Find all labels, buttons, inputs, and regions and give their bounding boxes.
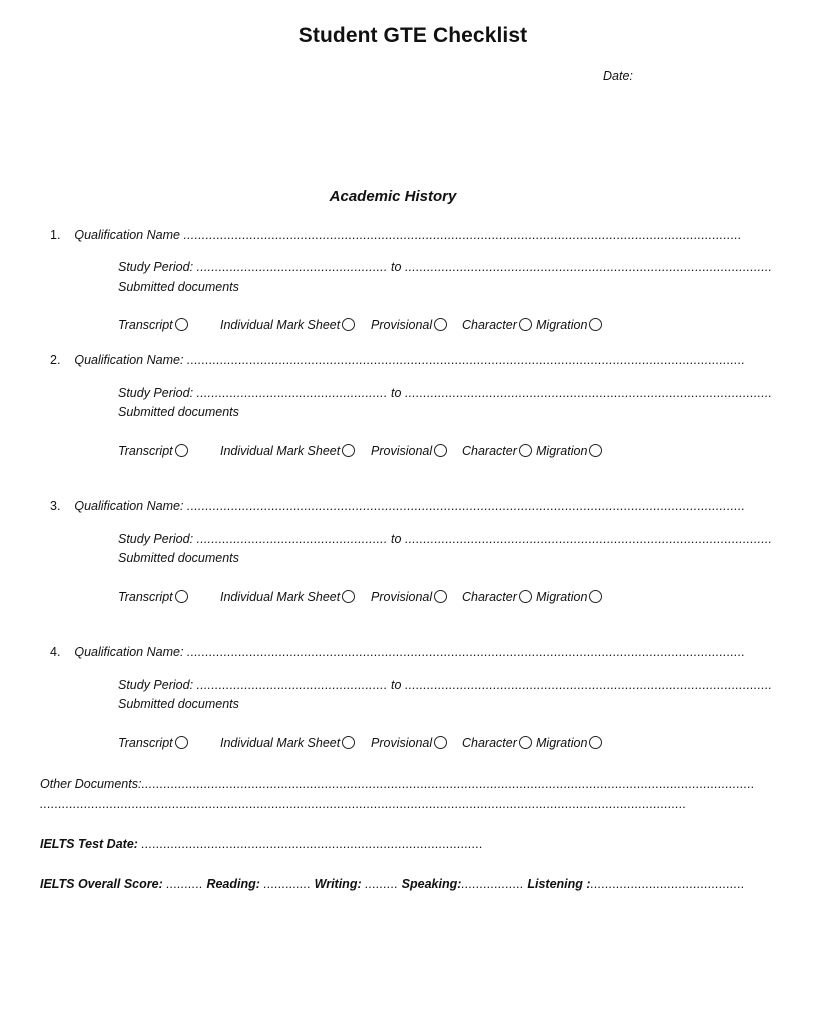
other-documents-row — [40, 776, 755, 792]
study-period-end-field[interactable]: .................................................................................................... — [404, 260, 773, 274]
option-migration[interactable]: Migration — [536, 318, 602, 332]
radio-circle-icon[interactable] — [434, 444, 447, 457]
qualification-name-field[interactable]: ........................................................................................................................................................ — [186, 499, 746, 513]
option-individual-mark-sheet[interactable]: Individual Mark Sheet — [220, 590, 355, 604]
qualification-number: 2. — [50, 353, 61, 367]
submitted-documents-label: Submitted documents — [118, 280, 239, 294]
option-migration[interactable]: Migration — [536, 444, 602, 458]
ielts-reading-field[interactable]: ............. — [263, 877, 312, 891]
study-period-row — [118, 677, 773, 693]
option-transcript[interactable]: Transcript — [118, 444, 188, 458]
ielts-writing-label: Writing: — [314, 877, 362, 891]
option-provisional[interactable]: Provisional — [371, 444, 447, 458]
ielts-overall-score-field[interactable]: .......... — [166, 877, 203, 891]
option-migration[interactable]: Migration — [536, 590, 602, 604]
study-period-to-label: to — [391, 260, 402, 274]
radio-circle-icon[interactable] — [589, 590, 602, 603]
ielts-reading-label: Reading: — [206, 877, 260, 891]
study-period-start-field[interactable]: .................................................... — [196, 678, 388, 692]
qualification-name-label: Qualification Name: — [74, 353, 184, 367]
study-period-label: Study Period: — [118, 678, 194, 692]
document-options — [0, 736, 768, 752]
other-documents-field-2[interactable]: ................................................................................................................................................................................ — [40, 797, 687, 811]
ielts-speaking-label: Speaking: — [401, 877, 462, 891]
other-documents-label: Other Documents: — [40, 777, 142, 791]
ielts-overall-score-label: IELTS Overall Score: — [40, 877, 163, 891]
option-transcript[interactable]: Transcript — [118, 318, 188, 332]
option-character[interactable]: Character — [462, 736, 532, 750]
document-options — [0, 444, 768, 460]
radio-circle-icon[interactable] — [342, 444, 355, 457]
study-period-label: Study Period: — [118, 532, 194, 546]
ielts-listening-field[interactable]: .......................................... — [590, 877, 745, 891]
qualification-name-field[interactable]: ........................................................................................................................................................ — [186, 645, 746, 659]
qualification-name-label: Qualification Name: — [74, 645, 184, 659]
qualification-number: 4. — [50, 645, 61, 659]
option-migration[interactable]: Migration — [536, 736, 602, 750]
study-period-label: Study Period: — [118, 260, 194, 274]
radio-circle-icon[interactable] — [342, 736, 355, 749]
study-period-row — [118, 531, 773, 547]
radio-circle-icon[interactable] — [342, 318, 355, 331]
qualification-name-row — [50, 227, 742, 243]
section-title: Academic History — [329, 188, 457, 205]
document-options — [0, 590, 768, 606]
option-character[interactable]: Character — [462, 590, 532, 604]
document-options — [0, 318, 768, 334]
radio-circle-icon[interactable] — [589, 736, 602, 749]
submitted-documents-label: Submitted documents — [118, 551, 239, 565]
qualification-name-field[interactable]: ........................................................................................................................................................ — [186, 353, 746, 367]
qualification-name-label: Qualification Name: — [74, 499, 184, 513]
option-character[interactable]: Character — [462, 318, 532, 332]
qualification-number: 3. — [50, 499, 61, 513]
study-period-start-field[interactable]: .................................................... — [196, 386, 388, 400]
qualification-name-row — [50, 498, 746, 514]
study-period-end-field[interactable]: .................................................................................................... — [404, 532, 773, 546]
option-character[interactable]: Character — [462, 444, 532, 458]
study-period-row — [118, 385, 773, 401]
study-period-start-field[interactable]: .................................................... — [196, 260, 388, 274]
qualification-number: 1. — [50, 228, 61, 242]
radio-circle-icon[interactable] — [175, 736, 188, 749]
radio-circle-icon[interactable] — [175, 444, 188, 457]
option-transcript[interactable]: Transcript — [118, 590, 188, 604]
study-period-to-label: to — [391, 678, 402, 692]
qualification-name-row — [50, 352, 746, 368]
ielts-listening-label: Listening : — [527, 877, 591, 891]
submitted-documents-label: Submitted documents — [118, 697, 239, 711]
radio-circle-icon[interactable] — [342, 590, 355, 603]
ielts-test-date-row — [40, 836, 484, 852]
option-individual-mark-sheet[interactable]: Individual Mark Sheet — [220, 444, 355, 458]
study-period-label: Study Period: — [118, 386, 194, 400]
option-individual-mark-sheet[interactable]: Individual Mark Sheet — [220, 318, 355, 332]
study-period-end-field[interactable]: .................................................................................................... — [404, 386, 773, 400]
option-transcript[interactable]: Transcript — [118, 736, 188, 750]
radio-circle-icon[interactable] — [434, 736, 447, 749]
ielts-writing-field[interactable]: ......... — [365, 877, 399, 891]
qualification-name-field[interactable]: ........................................................................................................................................................ — [183, 228, 742, 242]
ielts-test-date-label: IELTS Test Date: — [40, 837, 138, 851]
radio-circle-icon[interactable] — [589, 444, 602, 457]
ielts-test-date-field[interactable]: ............................................................................................. — [141, 837, 484, 851]
qualification-name-row — [50, 644, 746, 660]
radio-circle-icon[interactable] — [519, 318, 532, 331]
radio-circle-icon[interactable] — [519, 736, 532, 749]
page-title: Student GTE Checklist — [298, 24, 528, 47]
submitted-documents-label: Submitted documents — [118, 405, 239, 419]
ielts-scores-row — [40, 876, 745, 892]
radio-circle-icon[interactable] — [519, 590, 532, 603]
radio-circle-icon[interactable] — [519, 444, 532, 457]
study-period-to-label: to — [391, 386, 402, 400]
study-period-row — [118, 259, 773, 275]
option-provisional[interactable]: Provisional — [371, 318, 447, 332]
ielts-speaking-field[interactable]: ................. — [461, 877, 524, 891]
option-provisional[interactable]: Provisional — [371, 590, 447, 604]
qualification-name-label: Qualification Name — [74, 228, 180, 242]
study-period-start-field[interactable]: .................................................... — [196, 532, 388, 546]
date-label: Date: — [603, 69, 633, 83]
option-provisional[interactable]: Provisional — [371, 736, 447, 750]
study-period-to-label: to — [391, 532, 402, 546]
option-individual-mark-sheet[interactable]: Individual Mark Sheet — [220, 736, 355, 750]
radio-circle-icon[interactable] — [175, 318, 188, 331]
other-documents-field[interactable]: ....................................................................................................................................................................... — [141, 777, 755, 791]
radio-circle-icon[interactable] — [589, 318, 602, 331]
radio-circle-icon[interactable] — [434, 590, 447, 603]
study-period-end-field[interactable]: .................................................................................................... — [404, 678, 773, 692]
radio-circle-icon[interactable] — [434, 318, 447, 331]
radio-circle-icon[interactable] — [175, 590, 188, 603]
